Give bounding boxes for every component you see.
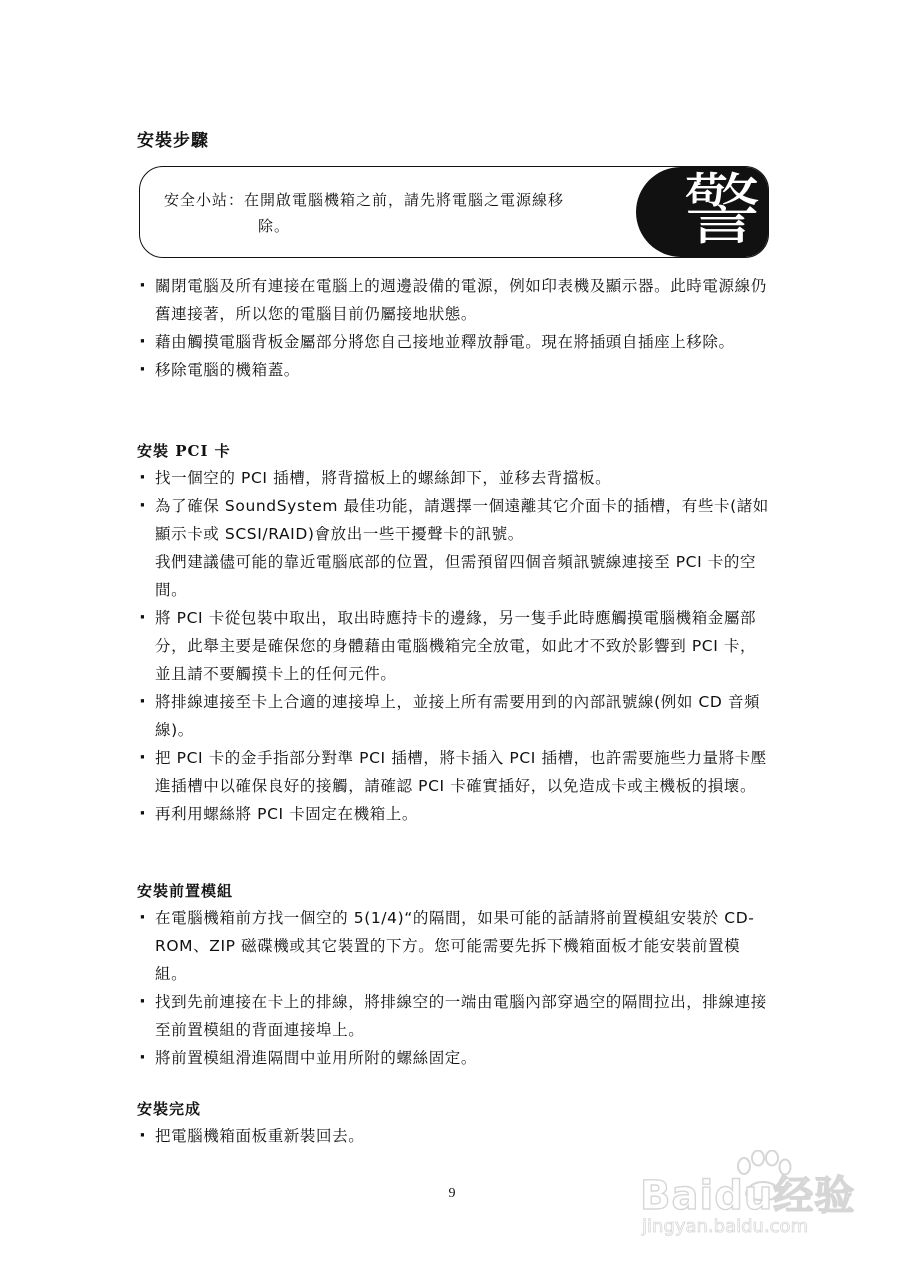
section-heading-install-done: 安裝完成	[137, 1100, 202, 1118]
list-item: · 移除電腦的機箱蓋。	[137, 356, 769, 384]
baidu-watermark	[640, 1150, 870, 1270]
safety-notice-line1: 在開啟電腦機箱之前，請先將電腦之電源線移	[244, 191, 565, 209]
list-item: · 將排線連接至卡上合適的連接埠上，並接上所有需要用到的內部訊號線(例如 CD 音頻線)。	[137, 688, 769, 744]
section-heading-install-steps: 安裝步驟	[137, 131, 209, 151]
safety-notice-box	[139, 166, 769, 258]
warning-banner	[636, 167, 768, 257]
safety-notice-line2: 除。	[258, 217, 291, 235]
list-item: · 找一個空的 PCI 插槽，將背擋板上的螺絲卸下，並移去背擋板。	[137, 464, 769, 492]
watermark-brand: Baidu经验	[640, 1173, 856, 1219]
list-item: · 把 PCI 卡的金手指部分對準 PCI 插槽，將卡插入 PCI 插槽，也許需要施些力量將卡壓進插槽中以確保良好的接觸，請確認 PCI 卡確實插好，以免造成卡或主機板的損壞。	[137, 744, 769, 800]
install-front-list	[137, 904, 769, 1072]
list-item: · 找到先前連接在卡上的排線，將排線空的一端由電腦內部穿過空的隔間拉出，排線連接至前置模組的背面連接埠上。	[137, 988, 769, 1044]
list-item: · 再利用螺絲將 PCI 卡固定在機箱上。	[137, 800, 769, 828]
list-item: · 為了確保 SoundSystem 最佳功能，請選擇一個遠離其它介面卡的插槽，有些卡(諸如顯示卡或 SCSI/RAID)會放出一些干擾聲卡的訊號。	[137, 492, 769, 548]
list-item: · 將前置模組滑進隔間中並用所附的螺絲固定。	[137, 1044, 769, 1072]
watermark-url: jingyan.baidu.com	[642, 1216, 809, 1237]
section-heading-install-front: 安裝前置模組	[137, 882, 234, 900]
warning-glyph: 警	[683, 166, 762, 256]
page-number: 9	[448, 1186, 456, 1201]
safety-notice-text	[164, 187, 624, 239]
list-item: · 把電腦機箱面板重新裝回去。	[137, 1122, 769, 1150]
install-done-list	[137, 1122, 769, 1150]
install-pci-list	[137, 464, 769, 828]
install-steps-list	[137, 272, 769, 384]
list-item: · 在電腦機箱前方找一個空的 5(1/4)“的隔間，如果可能的話請將前置模組安裝於 CD-ROM、ZIP 磁碟機或其它裝置的下方。您可能需要先拆下機箱面板才能安裝前置模組。	[137, 904, 769, 988]
list-item-continuation: 我們建議儘可能的靠近電腦底部的位置，但需預留四個音頻訊號線連接至 PCI 卡的空間。	[155, 553, 757, 599]
list-item: · 將 PCI 卡從包裝中取出，取出時應持卡的邊緣，另一隻手此時應觸摸電腦機箱金屬部分，此舉主要是確保您的身體藉由電腦機箱完全放電，如此才不致於影響到 PCI 卡，並且請不要觸摸卡上的任何元件。	[137, 604, 769, 688]
safety-notice-label: 安全小站：	[164, 191, 245, 209]
list-item: · 藉由觸摸電腦背板金屬部分將您自己接地並釋放靜電。現在將插頭自插座上移除。	[137, 328, 769, 356]
list-item: · 關閉電腦及所有連接在電腦上的週邊設備的電源，例如印表機及顯示器。此時電源線仍舊連接著，所以您的電腦目前仍屬接地狀態。	[137, 272, 769, 328]
section-heading-install-pci: 安裝 PCI 卡	[137, 442, 231, 460]
